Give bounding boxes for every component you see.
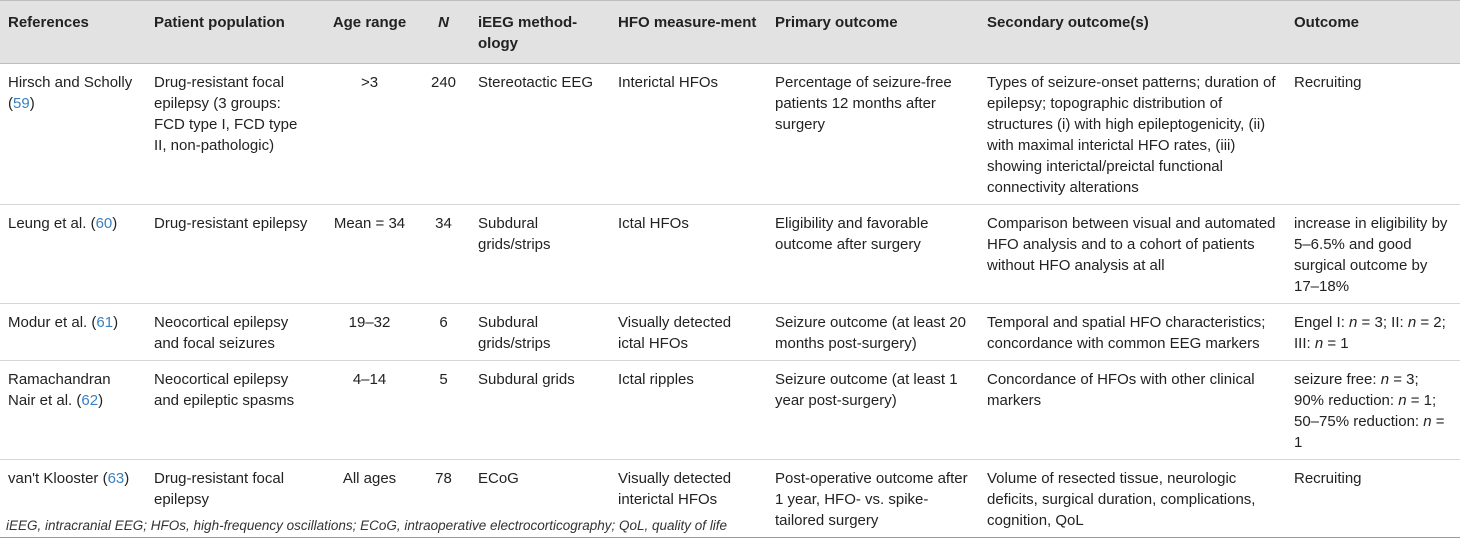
cell-population: Neocortical epilepsy and focal seizures: [154, 314, 289, 352]
cell-secondary: Temporal and spatial HFO characteristics; concordance with common EEG markers: [987, 314, 1266, 352]
reference-name: Leung et al.: [8, 215, 87, 232]
citation-link[interactable]: 61: [96, 314, 114, 331]
cell-hfo: Visually detected interictal HFOs: [618, 470, 732, 508]
cell-hfo: Interictal HFOs: [618, 74, 719, 91]
cell-population: Drug-resistant focal epilepsy: [154, 470, 285, 508]
header-row: [0, 1, 1460, 64]
table-row: [0, 205, 1460, 304]
cell-hfo: Ictal ripples: [618, 371, 694, 388]
cell-primary: Percentage of seizure-free patients 12 months after surgery: [775, 74, 952, 133]
outcome-text: = 2; III:: [1294, 314, 1446, 352]
cell-age: 4–14: [352, 371, 387, 388]
cell-age: Mean = 34: [333, 215, 406, 232]
reference-name: Ramachandran Nair et al.: [8, 371, 111, 409]
citation-link[interactable]: 60: [95, 215, 113, 232]
cell-reference: Ramachandran Nair et al. (62): [8, 371, 111, 409]
cell-primary: Seizure outcome (at least 1 year post-surgery): [775, 371, 958, 409]
cell-reference: van't Klooster (63): [8, 470, 130, 487]
cell-ieeg: ECoG: [478, 470, 519, 487]
cell-age: >3: [360, 74, 379, 91]
outcome-text: seizure free:: [1294, 371, 1381, 388]
cell-secondary: Volume of resected tissue, neurologic deficits, surgical duration, complications, cognition, QoL: [987, 470, 1256, 529]
table-row: [0, 64, 1460, 205]
cell-n: 6: [439, 314, 448, 331]
header-n: N: [438, 14, 449, 31]
header-references: References: [8, 14, 89, 31]
cell-outcome: [1286, 361, 1460, 460]
header-patient-population: Patient population: [154, 14, 285, 31]
cell-n: 5: [439, 371, 448, 388]
outcome-text: = 3; 90% reduction:: [1294, 371, 1419, 409]
outcome-var: n: [1314, 335, 1324, 352]
cell-secondary: Types of seizure-onset patterns; duration of epilepsy; topographic distribution of structures (i) with high epileptogenicity, (ii) with maximal interictal HFO rates, (iii) showing interictal/preictal functional connectivity alterations: [987, 74, 1276, 196]
citation-link[interactable]: 63: [107, 470, 125, 487]
cell-ieeg: Stereotactic EEG: [478, 74, 594, 91]
cell-reference: Hirsch and Scholly (59): [8, 74, 133, 112]
outcome-var: n: [1423, 413, 1432, 430]
reference-name: van't Klooster: [8, 470, 99, 487]
citation-link[interactable]: 59: [13, 95, 30, 112]
cell-ieeg: Subdural grids: [478, 371, 575, 388]
header-secondary-outcomes: Secondary outcome(s): [987, 14, 1149, 31]
reference-name: Modur et al.: [8, 314, 88, 331]
cell-n: 78: [435, 470, 452, 487]
cell-n: 240: [430, 74, 457, 91]
outcome-text: = 1; 50–75% reduction:: [1294, 392, 1437, 430]
cell-outcome: Recruiting: [1294, 470, 1362, 487]
cell-hfo: Visually detected ictal HFOs: [618, 314, 732, 352]
cell-outcome: Recruiting: [1294, 74, 1362, 91]
table-footnote: iEEG, intracranial EEG; HFOs, high-frequency oscillations; ECoG, intraoperative electrocorticography; QoL, quality of life: [6, 518, 728, 533]
cell-outcome: [1286, 304, 1460, 361]
reference-name: Hirsch and Scholly: [8, 74, 133, 91]
cell-n: 34: [435, 215, 452, 232]
header-ieeg-methodology: iEEG method-ology: [478, 14, 578, 52]
citation-link[interactable]: 62: [81, 392, 99, 409]
cell-hfo: Ictal HFOs: [618, 215, 689, 232]
table-row: [0, 361, 1460, 460]
cell-population: Drug-resistant epilepsy: [154, 215, 308, 232]
outcome-var: n: [1349, 314, 1358, 331]
cell-population: Neocortical epilepsy and epileptic spasms: [154, 371, 295, 409]
cell-ieeg: Subdural grids/strips: [478, 314, 551, 352]
cell-primary: Post-operative outcome after 1 year, HFO- vs. spike-tailored surgery: [775, 470, 968, 529]
outcome-var: n: [1398, 392, 1407, 409]
cell-secondary: Comparison between visual and automated HFO analysis and to a cohort of patients without HFO analysis at all: [987, 215, 1276, 274]
outcome-text: Engel I:: [1294, 314, 1350, 331]
outcome-text: = 1: [1294, 413, 1445, 451]
outcome-text: = 1: [1323, 335, 1349, 352]
header-primary-outcome: Primary outcome: [775, 14, 898, 31]
header-age-range: Age range: [332, 14, 407, 31]
cell-reference: Leung et al. (60): [8, 215, 118, 232]
cell-primary: Eligibility and favorable outcome after surgery: [775, 215, 929, 253]
outcome-var: n: [1407, 314, 1417, 331]
cell-secondary: Concordance of HFOs with other clinical markers: [987, 371, 1255, 409]
cell-outcome: increase in eligibility by 5–6.5% and good surgical outcome by 17–18%: [1294, 215, 1448, 295]
cell-ieeg: Subdural grids/strips: [478, 215, 551, 253]
cell-age: All ages: [342, 470, 397, 487]
outcome-text: = 3; II:: [1357, 314, 1408, 331]
cell-primary: Seizure outcome (at least 20 months post-surgery): [775, 314, 966, 352]
table-row: [0, 304, 1460, 361]
cell-population: Drug-resistant focal epilepsy (3 groups: FCD type I, FCD type II, non-pathologic): [154, 74, 298, 154]
cell-reference: Modur et al. (61): [8, 314, 119, 331]
header-hfo-measurement: HFO measure-ment: [618, 14, 757, 31]
cell-age: 19–32: [348, 314, 391, 331]
outcome-var: n: [1380, 371, 1390, 388]
header-outcome: Outcome: [1294, 14, 1360, 31]
